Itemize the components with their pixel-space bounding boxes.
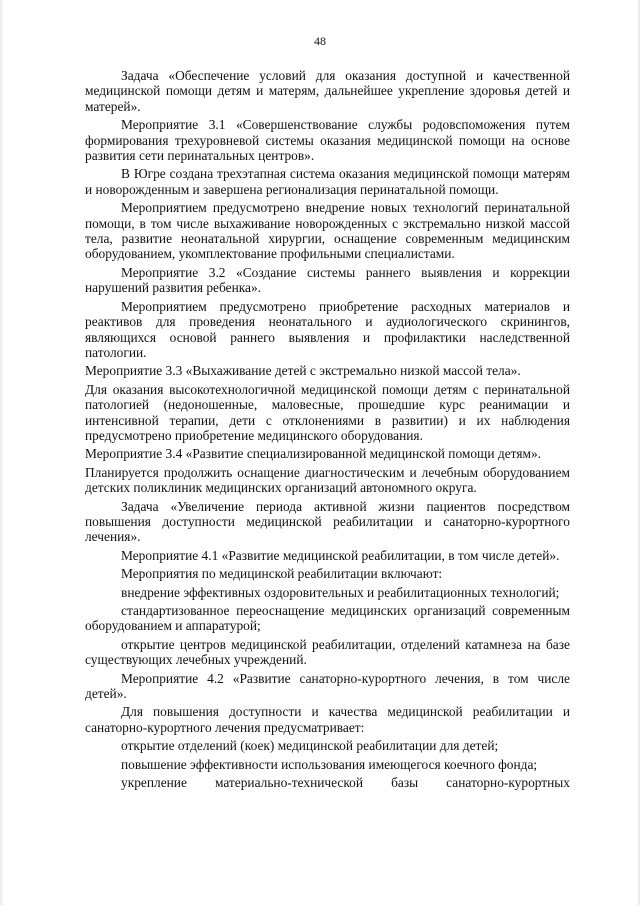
paragraph: открытие отделений (коек) медицинской реабилитации для детей;: [121, 738, 499, 754]
document-body: [85, 68, 570, 793]
paragraph: повышение эффективности использования имеющегося коечного фонда;: [121, 756, 538, 772]
paragraph: Для оказания высокотехнологичной медицинской помощи детям с перинатальной патологией (недоношенные, маловесные, прошедшие курс реанимации и интенсивной терапии, дети с отклонениями в развитии) и их наблюдения предусмотрено приобретение медицинского оборудования.: [85, 381, 570, 443]
paragraph: Мероприятия по медицинской реабилитации включают:: [121, 566, 443, 582]
paragraph: Мероприятие 4.1 «Развитие медицинской реабилитации, в том числе детей».: [121, 547, 560, 563]
paragraph: Задача «Увеличение периода активной жизни пациентов посредством повышения доступности медицинской реабилитации и санаторно-курортного лечения».: [85, 498, 570, 545]
paragraph: Мероприятие 3.3 «Выхаживание детей с экстремально низкой массой тела».: [85, 363, 521, 379]
paragraph: открытие центров медицинской реабилитации, отделений катамнеза на базе существующих лечебных учреждений.: [85, 636, 570, 668]
scan-edge-left: [0, 0, 4, 905]
paragraph: Мероприятие 3.2 «Создание системы раннего выявления и коррекции нарушений развития ребенка».: [85, 264, 570, 296]
paragraph: Мероприятием предусмотрено приобретение расходных материалов и реактивов для проведения неонатального и аудиологического скринингов, являющихся основой раннего выявления и профилактики наследственной патологии.: [85, 298, 570, 360]
paragraph: Мероприятием предусмотрено внедрение новых технологий перинатальной помощи, в том числе выхаживание новорожденных с экстремально низкой массой тела, развитие неонатальной хирургии, оснащение современным медицинским оборудованием, укомплектование профильными специалистами.: [85, 200, 570, 262]
paragraph: Мероприятие 3.1 «Совершенствование службы родовспоможения путем формирования трехуровневой системы оказания медицинской помощи на основе развития сети перинатальных центров».: [85, 117, 570, 164]
paragraph: укрепление материально-технической базы санаторно-курортных: [121, 775, 570, 791]
paragraph: Для повышения доступности и качества медицинской реабилитации и санаторно-курортного лечения предусматривает:: [85, 704, 570, 735]
page-number: 48: [314, 34, 326, 48]
paragraph: внедрение эффективных оздоровительных и реабилитационных технологий;: [121, 584, 560, 600]
paragraph: стандартизованное переоснащение медицинских организаций современным оборудованием и аппаратурой;: [85, 603, 570, 634]
paragraph: Мероприятие 3.4 «Развитие специализированной медицинской помощи детям».: [85, 446, 541, 462]
paragraph: В Югре создана трехэтапная система оказания медицинской помощи матерям и новорожденным и завершена регионализация перинатальной помощи.: [85, 166, 570, 197]
paragraph: Планируется продолжить оснащение диагностическим и лечебным оборудованием детских поликлиник медицинских организаций автономного округа.: [85, 464, 570, 496]
paragraph: Задача «Обеспечение условий для оказания доступной и качественной медицинской помощи детям и матерям, дальнейшее укрепление здоровья детей и матерей».: [85, 68, 570, 114]
paragraph: Мероприятие 4.2 «Развитие санаторно-курортного лечения, в том числе детей».: [85, 670, 570, 702]
